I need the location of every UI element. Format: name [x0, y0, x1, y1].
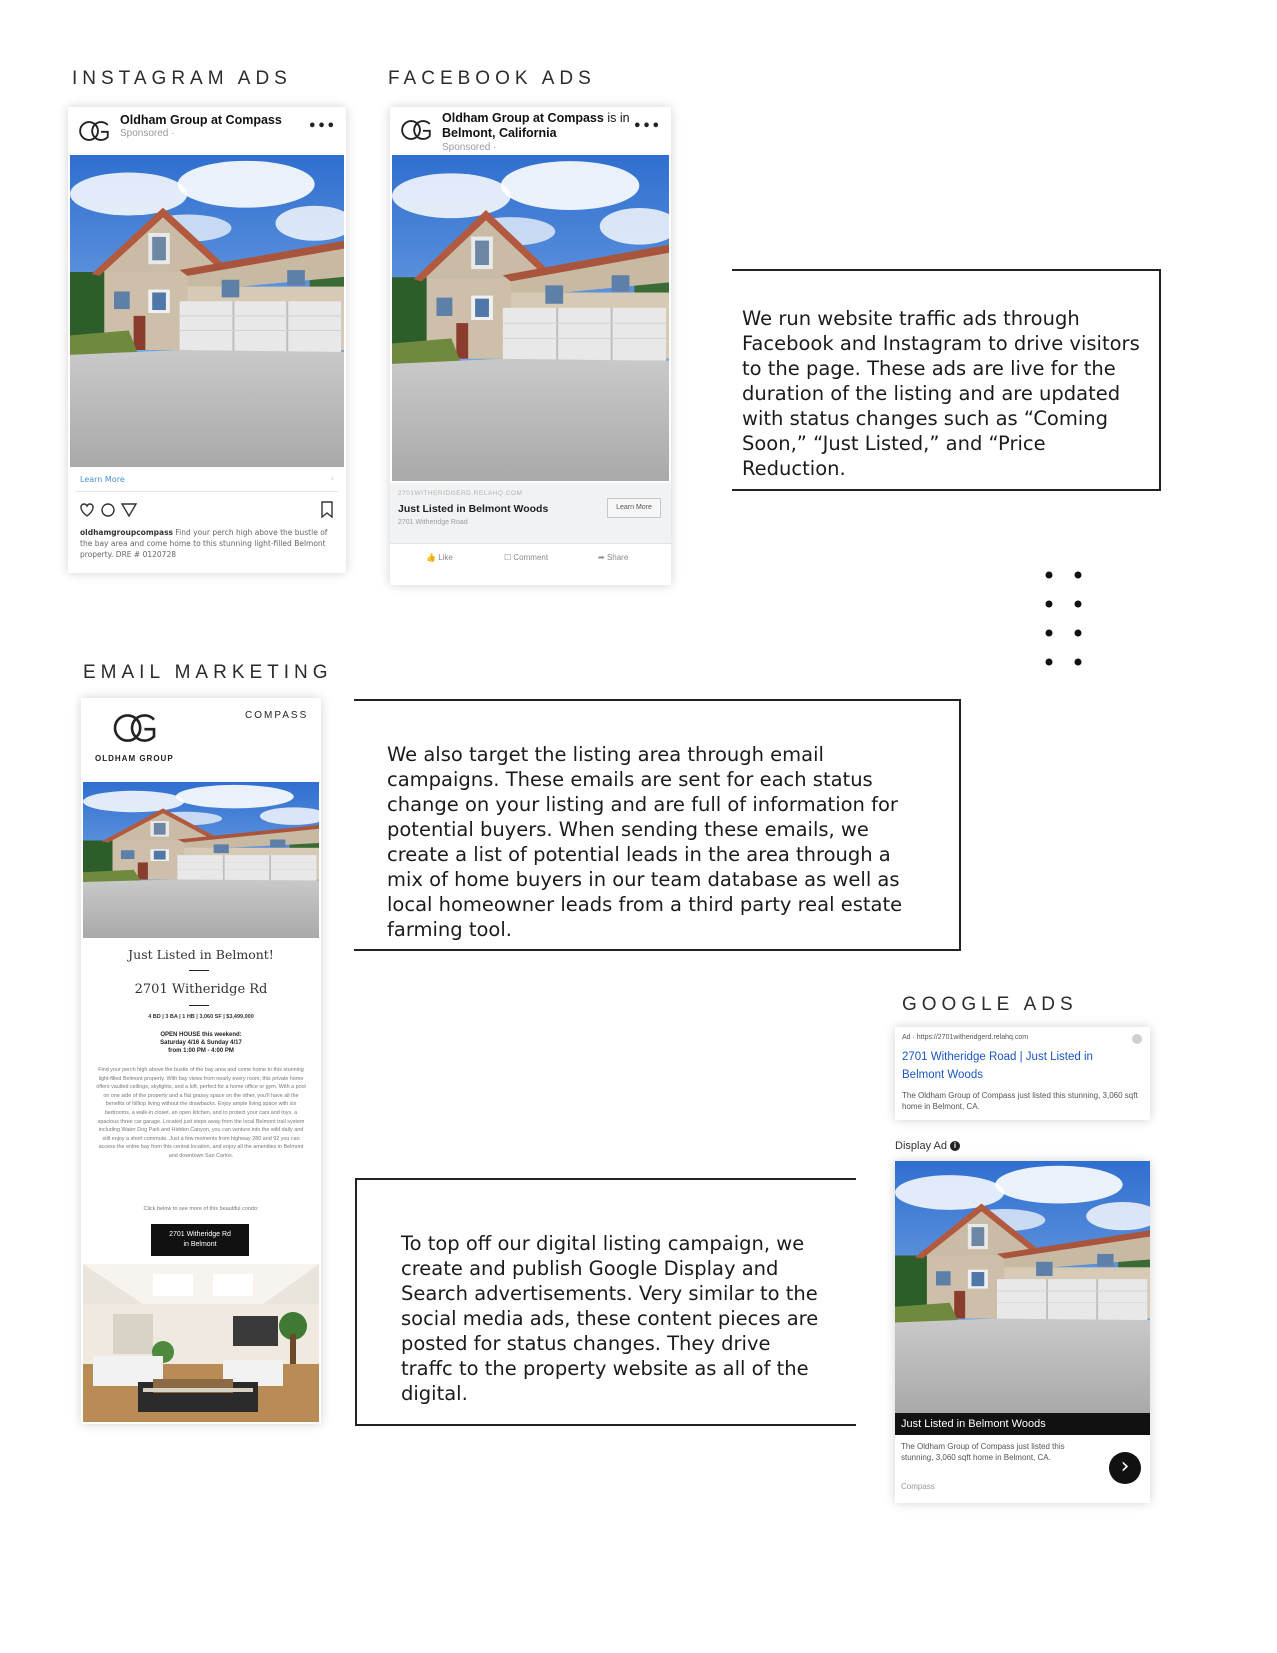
info-icon[interactable]: i	[950, 1141, 960, 1151]
more-options-icon[interactable]: •••	[633, 119, 661, 134]
facebook-sponsored-label: Sponsored ·	[442, 142, 497, 153]
email-rule-2	[189, 1005, 209, 1006]
instagram-divider	[76, 491, 338, 492]
like-icon: 👍	[426, 553, 436, 562]
facebook-ads-heading: FACEBOOK ADS	[388, 68, 596, 89]
heart-icon[interactable]	[81, 504, 93, 516]
email-open-house-2: Saturday 4/16 & Sunday 4/17	[160, 1040, 242, 1046]
facebook-comment-label: Comment	[513, 553, 549, 562]
google-ad-url: Ad · https://2701witheridgerd.relahq.com	[902, 1034, 1029, 1041]
facebook-link-url: 2701WITHERIDGERD.RELAHQ.COM	[398, 490, 523, 497]
instagram-caption-handle: oldhamgroupcompass	[80, 528, 174, 537]
comment-icon: ☐	[504, 553, 512, 562]
google-display-description: The Oldham Group of Compass just listed this stunning, 3,060 sqft home in Belmont, CA.	[901, 1442, 1065, 1462]
email-headline: Just Listed in Belmont!	[128, 947, 274, 962]
google-ad-description: The Oldham Group of Compass just listed this stunning, 3,060 sqft home in Belmont, CA.	[902, 1091, 1138, 1111]
facebook-is-in: is in	[603, 111, 630, 125]
og-logo-icon	[111, 710, 161, 746]
instagram-caption-text: Find your perch high above the bustle of the bay area and come home to this stunning light-filled Belmont property. DRE # 0120728	[80, 528, 328, 559]
email-brand-name: OLDHAM GROUP	[95, 754, 174, 763]
email-body-text: Find your perch high above the bustle of the bay area and come home to this stunning light-filled Belmont property. With bay views from nearly every room, this private home offers vaulted ceilings, skylights, and a loft, perfect for a home office or gym. With a pool on one side of the property and a flat grassy space on the other, you'll have all the benefits of hilltop living without the drawbacks. Enjoy ample living space with six bedrooms, a walk-in closet, an open kitchen, and to protect your cars and toys, a spacious three car garage. Located just steps away from the local Belmont trail system including Water Dog Park and Hidden Canyon, you can venture into the wild daily and still enjoy a short commute. Just a few moments from highway 280 and 92 you can access the entire bay from this central location, and enjoy all the amenities in Belmont and downtown San Carlos.	[96, 1067, 306, 1159]
google-display-house-photo	[895, 1161, 1150, 1413]
facebook-comment-action[interactable]	[504, 553, 548, 562]
next-arrow-icon[interactable]: ›	[1109, 1452, 1141, 1484]
email-open-house-3: from 1:00 PM - 4:00 PM	[168, 1048, 234, 1054]
facebook-account-name: Oldham Group at Compass	[442, 111, 604, 125]
facebook-ad-header	[390, 107, 671, 159]
email-interior-photo	[83, 1264, 319, 1422]
more-options-icon[interactable]: •••	[308, 119, 336, 134]
email-cta-button[interactable]	[151, 1224, 249, 1256]
email-cta-line1: 2701 Witheridge Rd	[169, 1231, 231, 1238]
social-ads-description: We run website traffic ads through Facebook and Instagram to drive visitors to the page. These ads are live for the duration of the listing and are updated with status changes such as “Coming Soon,” “Just Listed,” and “Price Reduction.	[742, 307, 1140, 480]
google-display-ad-card[interactable]	[895, 1161, 1150, 1503]
facebook-share-action[interactable]	[598, 553, 628, 562]
comment-icon[interactable]	[102, 504, 114, 516]
facebook-link-bar[interactable]	[390, 483, 671, 543]
facebook-like-action[interactable]	[426, 553, 453, 562]
facebook-location: Belmont, California	[442, 126, 557, 140]
email-marketing-description: We also target the listing area through email campaigns. These emails are sent for each status change on your listing and are full of information for potential buyers. When sending these emails, we create a list of potential leads in the area through a mix of home buyers in our team database as well as local homeowner leads from a third party real estate farming tool.	[387, 743, 903, 941]
email-address: 2701 Witheridge Rd	[134, 982, 268, 997]
instagram-learn-chevron-icon: ›	[330, 474, 334, 483]
facebook-house-photo	[392, 155, 669, 481]
facebook-learn-more-button[interactable]: Learn More	[607, 498, 661, 518]
instagram-action-icons	[78, 501, 158, 519]
email-cta-lead: Click below to see more of this beautiful condo:	[143, 1206, 259, 1212]
google-ads-heading: GOOGLE ADS	[902, 994, 1078, 1015]
facebook-share-label: Share	[606, 553, 629, 562]
google-display-banner: Just Listed in Belmont Woods	[895, 1413, 1150, 1435]
facebook-action-bar	[390, 543, 671, 573]
display-ad-label	[895, 1140, 960, 1152]
display-ad-text: Display Ad	[895, 1140, 947, 1152]
email-rule-1	[189, 970, 209, 971]
facebook-account-line	[442, 111, 630, 125]
og-logo-icon	[400, 116, 434, 144]
google-ads-description: To top off our digital listing campaign, we create and publish Google Display and Search advertisements. Very similar to the social media ads, these content pieces are posted for status changes. They drive traffc to the property website as all of the digital.	[401, 1232, 819, 1405]
bookmark-icon[interactable]	[320, 501, 334, 519]
email-house-photo	[83, 782, 319, 938]
facebook-link-title: Just Listed in Belmont Woods	[398, 503, 549, 515]
instagram-learn-more-link[interactable]: Learn More	[80, 475, 125, 484]
facebook-like-label: Like	[438, 553, 453, 562]
instagram-caption	[80, 527, 332, 560]
google-display-source: Compass	[901, 1482, 935, 1491]
og-logo-icon	[78, 117, 112, 145]
decorative-dots	[1040, 566, 1090, 668]
instagram-house-photo	[70, 155, 344, 467]
google-ad-title-2[interactable]: Belmont Woods	[902, 1069, 983, 1081]
google-search-ad-card[interactable]	[895, 1027, 1150, 1120]
email-marketing-heading: EMAIL MARKETING	[83, 662, 333, 683]
instagram-ad-card	[68, 107, 346, 573]
instagram-ad-header	[68, 107, 346, 159]
share-icon: ➦	[598, 553, 605, 562]
email-compass-logo: COMPASS	[245, 710, 309, 721]
email-open-house-1: OPEN HOUSE this weekend:	[160, 1032, 242, 1038]
instagram-ads-heading: INSTAGRAM ADS	[72, 68, 292, 89]
email-cta-line2: in Belmont	[183, 1241, 217, 1248]
email-specs: 4 BD | 3 BA | 1 HB | 3,060 SF | $3,499,000	[148, 1014, 254, 1020]
facebook-link-address: 2701 Witheridge Road	[398, 519, 468, 526]
instagram-account-name: Oldham Group at Compass	[120, 113, 282, 127]
email-ad-card	[81, 698, 321, 1424]
google-close-icon[interactable]	[1132, 1034, 1142, 1044]
instagram-sponsored-label: Sponsored ·	[120, 128, 175, 139]
google-ad-title-1[interactable]: 2701 Witheridge Road | Just Listed in	[902, 1051, 1093, 1063]
facebook-ad-card	[390, 107, 671, 585]
send-icon[interactable]	[122, 504, 136, 516]
